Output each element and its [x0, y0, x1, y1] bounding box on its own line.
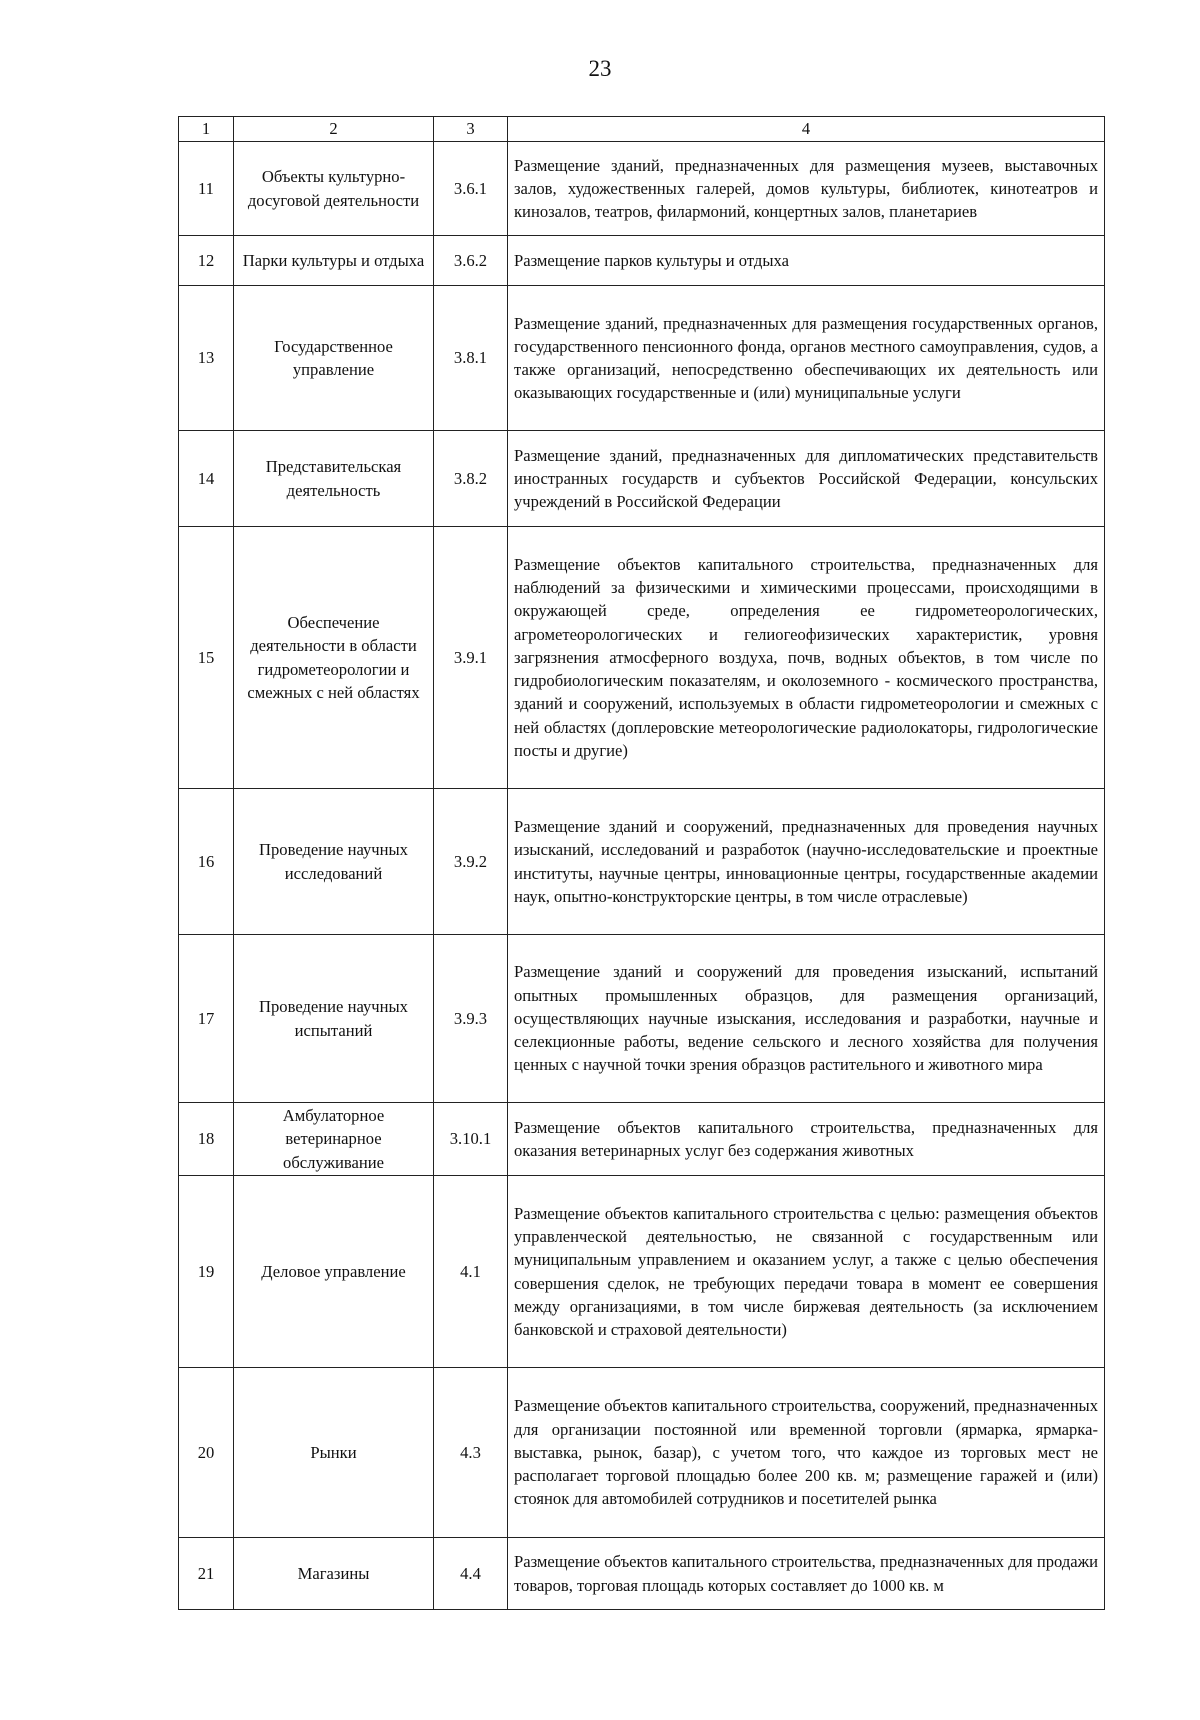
header-cell-2: 2 [234, 117, 434, 142]
row-number: 19 [179, 1176, 234, 1368]
table-row [179, 431, 1105, 527]
land-use-table [178, 116, 1105, 1610]
row-number: 12 [179, 236, 234, 286]
activity-code: 4.1 [434, 1176, 508, 1368]
activity-description: Размещение зданий, предназначенных для размещения музеев, выставочных залов, художественных галерей, домов культуры, библиотек, кинотеатров и кинозалов, театров, филармоний, концертных залов, планетариев [508, 142, 1105, 236]
activity-name: Парки культуры и отдыха [234, 236, 434, 286]
header-row [179, 117, 1105, 142]
activity-code: 3.8.2 [434, 431, 508, 527]
activity-name: Амбулаторное ветеринарное обслуживание [234, 1103, 434, 1176]
activity-description: Размещение зданий и сооружений, предназначенных для проведения научных изысканий, исследований и разработок (научно-исследовательские и проектные институты, научные центры, инновационные центры, государственные академии наук, опытно-конструкторские центры, в том числе отраслевые) [508, 789, 1105, 935]
header-cell-3: 3 [434, 117, 508, 142]
activity-code: 3.9.3 [434, 935, 508, 1103]
activity-code: 4.4 [434, 1538, 508, 1610]
row-number: 18 [179, 1103, 234, 1176]
activity-code: 3.9.2 [434, 789, 508, 935]
activity-name: Обеспечение деятельности в области гидрометеорологии и смежных с ней областях [234, 527, 434, 789]
activity-description: Размещение объектов капитального строительства, сооружений, предназначенных для организации постоянной или временной торговли (ярмарка, ярмарка-выставка, рынок, базар), с учетом того, что каждое из торговых мест не располагает торговой площадью более 200 кв. м; размещение гаражей и (или) стоянок для автомобилей сотрудников и посетителей рынка [508, 1368, 1105, 1538]
activity-description: Размещение объектов капитального строительства, предназначенных для оказания ветеринарных услуг без содержания животных [508, 1103, 1105, 1176]
activity-code: 3.9.1 [434, 527, 508, 789]
row-number: 14 [179, 431, 234, 527]
activity-description: Размещение зданий, предназначенных для дипломатических представительств иностранных государств и субъектов Российской Федерации, консульских учреждений в Российской Федерации [508, 431, 1105, 527]
table-row [179, 142, 1105, 236]
table-row [179, 935, 1105, 1103]
table-row [179, 1103, 1105, 1176]
activity-description: Размещение парков культуры и отдыха [508, 236, 1105, 286]
activity-code: 3.10.1 [434, 1103, 508, 1176]
activity-description: Размещение объектов капитального строительства, предназначенных для наблюдений за физическими и химическими процессами, происходящими в окружающей среде, определения ее гидрометеорологических, агрометеорологических и гелиогеофизических характеристик, уровня загрязнения атмосферного воздуха, почв, водных объектов, в том числе по гидробиологическим показателям, и околоземного - космического пространства, зданий и сооружений, используемых в области гидрометеорологии и смежных с ней областях (доплеровские метеорологические радиолокаторы, гидрологические посты и другие) [508, 527, 1105, 789]
activity-description: Размещение зданий, предназначенных для размещения государственных органов, государственного пенсионного фонда, органов местного самоуправления, судов, а также организаций, непосредственно обеспечивающих их деятельность или оказывающих государственные и (или) муниципальные услуги [508, 286, 1105, 431]
table-row [179, 1176, 1105, 1368]
activity-code: 3.6.1 [434, 142, 508, 236]
header-cell-4: 4 [508, 117, 1105, 142]
activity-name: Магазины [234, 1538, 434, 1610]
page-number: 23 [588, 56, 612, 81]
table-row [179, 789, 1105, 935]
table-row [179, 527, 1105, 789]
table-body [179, 117, 1105, 1610]
activity-name: Проведение научных исследований [234, 789, 434, 935]
activity-name: Рынки [234, 1368, 434, 1538]
row-number: 15 [179, 527, 234, 789]
table-row [179, 236, 1105, 286]
table-row [179, 286, 1105, 431]
table-row [179, 1538, 1105, 1610]
activity-name: Государственное управление [234, 286, 434, 431]
activity-name: Объекты культурно-досуговой деятельности [234, 142, 434, 236]
header-cell-1: 1 [179, 117, 234, 142]
row-number: 20 [179, 1368, 234, 1538]
row-number: 17 [179, 935, 234, 1103]
table-row [179, 1368, 1105, 1538]
activity-description: Размещение объектов капитального строительства, предназначенных для продажи товаров, торговая площадь которых составляет до 1000 кв. м [508, 1538, 1105, 1610]
activity-name: Деловое управление [234, 1176, 434, 1368]
row-number: 21 [179, 1538, 234, 1610]
activity-name: Представительская деятельность [234, 431, 434, 527]
activity-code: 3.8.1 [434, 286, 508, 431]
row-number: 16 [179, 789, 234, 935]
activity-code: 4.3 [434, 1368, 508, 1538]
activity-description: Размещение объектов капитального строительства с целью: размещения объектов управленческой деятельностью, не связанной с государственным или муниципальным управлением и оказанием услуг, а также с целью обеспечения совершения сделок, не требующих передачи товара в момент ее совершения между организациями, в том числе биржевая деятельность (за исключением банковской и страховой деятельности) [508, 1176, 1105, 1368]
row-number: 13 [179, 286, 234, 431]
row-number: 11 [179, 142, 234, 236]
activity-name: Проведение научных испытаний [234, 935, 434, 1103]
activity-code: 3.6.2 [434, 236, 508, 286]
activity-description: Размещение зданий и сооружений для проведения изысканий, испытаний опытных промышленных образцов, для размещения организаций, осуществляющих научные изыскания, исследования и разработки, научные и селекционные работы, ведение сельского и лесного хозяйства для получения ценных с научной точки зрения образцов растительного и животного мира [508, 935, 1105, 1103]
